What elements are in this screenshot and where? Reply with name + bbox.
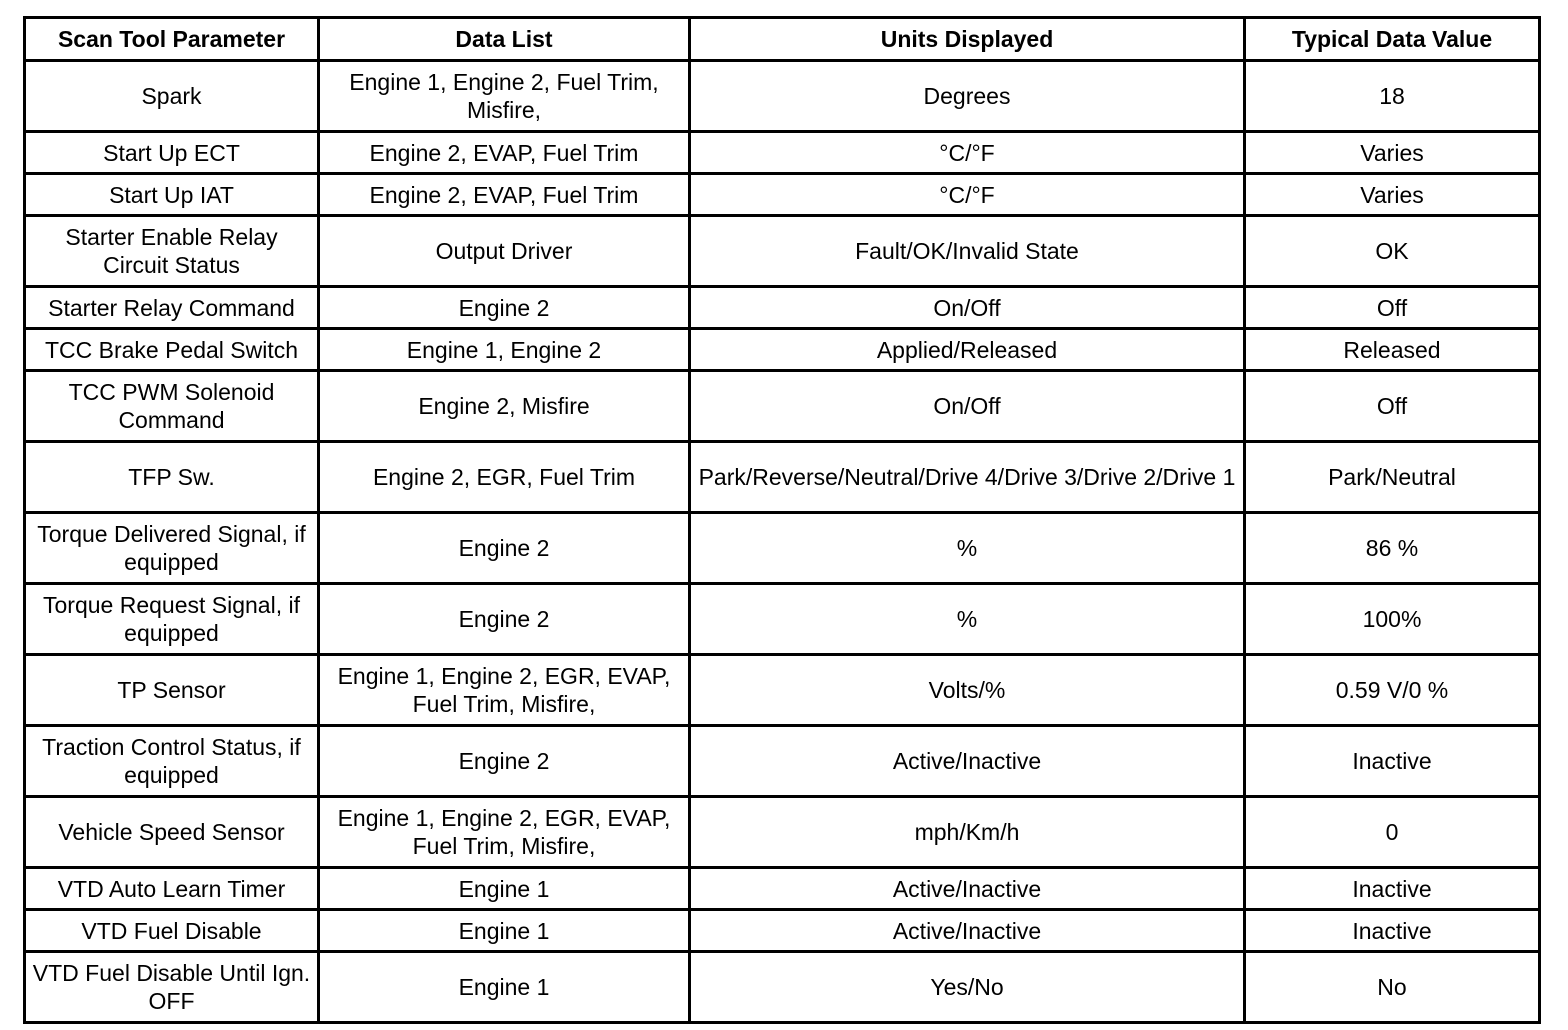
cell-typical-data-value: Varies (1245, 174, 1540, 216)
cell-units-displayed: Active/Inactive (690, 868, 1245, 910)
cell-scan-tool-parameter: TCC PWM Solenoid Command (25, 371, 319, 442)
cell-data-list: Engine 2 (319, 287, 690, 329)
table-row (25, 655, 1540, 726)
cell-data-list: Engine 1 (319, 910, 690, 952)
table-row (25, 216, 1540, 287)
cell-typical-data-value: Varies (1245, 132, 1540, 174)
cell-typical-data-value: No (1245, 952, 1540, 1023)
cell-units-displayed: % (690, 513, 1245, 584)
table-row (25, 132, 1540, 174)
cell-typical-data-value: Off (1245, 371, 1540, 442)
cell-scan-tool-parameter: TFP Sw. (25, 442, 319, 513)
cell-scan-tool-parameter: Start Up IAT (25, 174, 319, 216)
cell-data-list: Engine 2 (319, 513, 690, 584)
cell-typical-data-value: 0.59 V/0 % (1245, 655, 1540, 726)
cell-units-displayed: On/Off (690, 287, 1245, 329)
header-typical-data-value: Typical Data Value (1245, 18, 1540, 61)
cell-scan-tool-parameter: VTD Fuel Disable Until Ign. OFF (25, 952, 319, 1023)
cell-typical-data-value: OK (1245, 216, 1540, 287)
table-row (25, 584, 1540, 655)
cell-data-list: Output Driver (319, 216, 690, 287)
cell-typical-data-value: Inactive (1245, 910, 1540, 952)
cell-scan-tool-parameter: VTD Auto Learn Timer (25, 868, 319, 910)
header-data-list: Data List (319, 18, 690, 61)
table-row (25, 952, 1540, 1023)
table-row (25, 442, 1540, 513)
cell-scan-tool-parameter: Traction Control Status, if equipped (25, 726, 319, 797)
cell-units-displayed: % (690, 584, 1245, 655)
cell-scan-tool-parameter: Spark (25, 61, 319, 132)
cell-units-displayed: °C/°F (690, 174, 1245, 216)
cell-units-displayed: Park/Reverse/Neutral/Drive 4/Drive 3/Drive 2/Drive 1 (690, 442, 1245, 513)
cell-scan-tool-parameter: VTD Fuel Disable (25, 910, 319, 952)
cell-typical-data-value: Inactive (1245, 726, 1540, 797)
header-units-displayed: Units Displayed (690, 18, 1245, 61)
cell-units-displayed: On/Off (690, 371, 1245, 442)
cell-typical-data-value: Off (1245, 287, 1540, 329)
table-header (25, 18, 1540, 61)
cell-scan-tool-parameter: Torque Delivered Signal, if equipped (25, 513, 319, 584)
table-row (25, 329, 1540, 371)
cell-scan-tool-parameter: Vehicle Speed Sensor (25, 797, 319, 868)
cell-data-list: Engine 2 (319, 726, 690, 797)
cell-typical-data-value: Released (1245, 329, 1540, 371)
header-scan-tool-parameter: Scan Tool Parameter (25, 18, 319, 61)
cell-data-list: Engine 1, Engine 2, EGR, EVAP, Fuel Trim, Misfire, (319, 797, 690, 868)
cell-data-list: Engine 1, Engine 2 (319, 329, 690, 371)
table-row (25, 61, 1540, 132)
cell-units-displayed: mph/Km/h (690, 797, 1245, 868)
cell-scan-tool-parameter: Torque Request Signal, if equipped (25, 584, 319, 655)
cell-data-list: Engine 2, Misfire (319, 371, 690, 442)
cell-data-list: Engine 2 (319, 584, 690, 655)
cell-data-list: Engine 1, Engine 2, EGR, EVAP, Fuel Trim, Misfire, (319, 655, 690, 726)
cell-scan-tool-parameter: Starter Relay Command (25, 287, 319, 329)
cell-typical-data-value: Park/Neutral (1245, 442, 1540, 513)
table-row (25, 726, 1540, 797)
table-body (25, 61, 1540, 1023)
cell-units-displayed: Yes/No (690, 952, 1245, 1023)
table-row (25, 513, 1540, 584)
cell-scan-tool-parameter: Start Up ECT (25, 132, 319, 174)
cell-units-displayed: °C/°F (690, 132, 1245, 174)
cell-units-displayed: Fault/OK/Invalid State (690, 216, 1245, 287)
table-row (25, 868, 1540, 910)
cell-typical-data-value: 100% (1245, 584, 1540, 655)
cell-units-displayed: Applied/Released (690, 329, 1245, 371)
cell-units-displayed: Active/Inactive (690, 726, 1245, 797)
table-row (25, 371, 1540, 442)
cell-scan-tool-parameter: TCC Brake Pedal Switch (25, 329, 319, 371)
cell-scan-tool-parameter: Starter Enable Relay Circuit Status (25, 216, 319, 287)
cell-data-list: Engine 2, EGR, Fuel Trim (319, 442, 690, 513)
cell-data-list: Engine 2, EVAP, Fuel Trim (319, 174, 690, 216)
cell-data-list: Engine 1 (319, 952, 690, 1023)
cell-typical-data-value: Inactive (1245, 868, 1540, 910)
table-row (25, 287, 1540, 329)
cell-typical-data-value: 86 % (1245, 513, 1540, 584)
cell-units-displayed: Volts/% (690, 655, 1245, 726)
cell-units-displayed: Active/Inactive (690, 910, 1245, 952)
table-row (25, 910, 1540, 952)
table-row (25, 174, 1540, 216)
cell-typical-data-value: 18 (1245, 61, 1540, 132)
cell-units-displayed: Degrees (690, 61, 1245, 132)
cell-typical-data-value: 0 (1245, 797, 1540, 868)
table-row (25, 797, 1540, 868)
cell-data-list: Engine 2, EVAP, Fuel Trim (319, 132, 690, 174)
scan-tool-data-table (23, 16, 1541, 1024)
header-row (25, 18, 1540, 61)
cell-data-list: Engine 1 (319, 868, 690, 910)
cell-scan-tool-parameter: TP Sensor (25, 655, 319, 726)
cell-data-list: Engine 1, Engine 2, Fuel Trim, Misfire, (319, 61, 690, 132)
